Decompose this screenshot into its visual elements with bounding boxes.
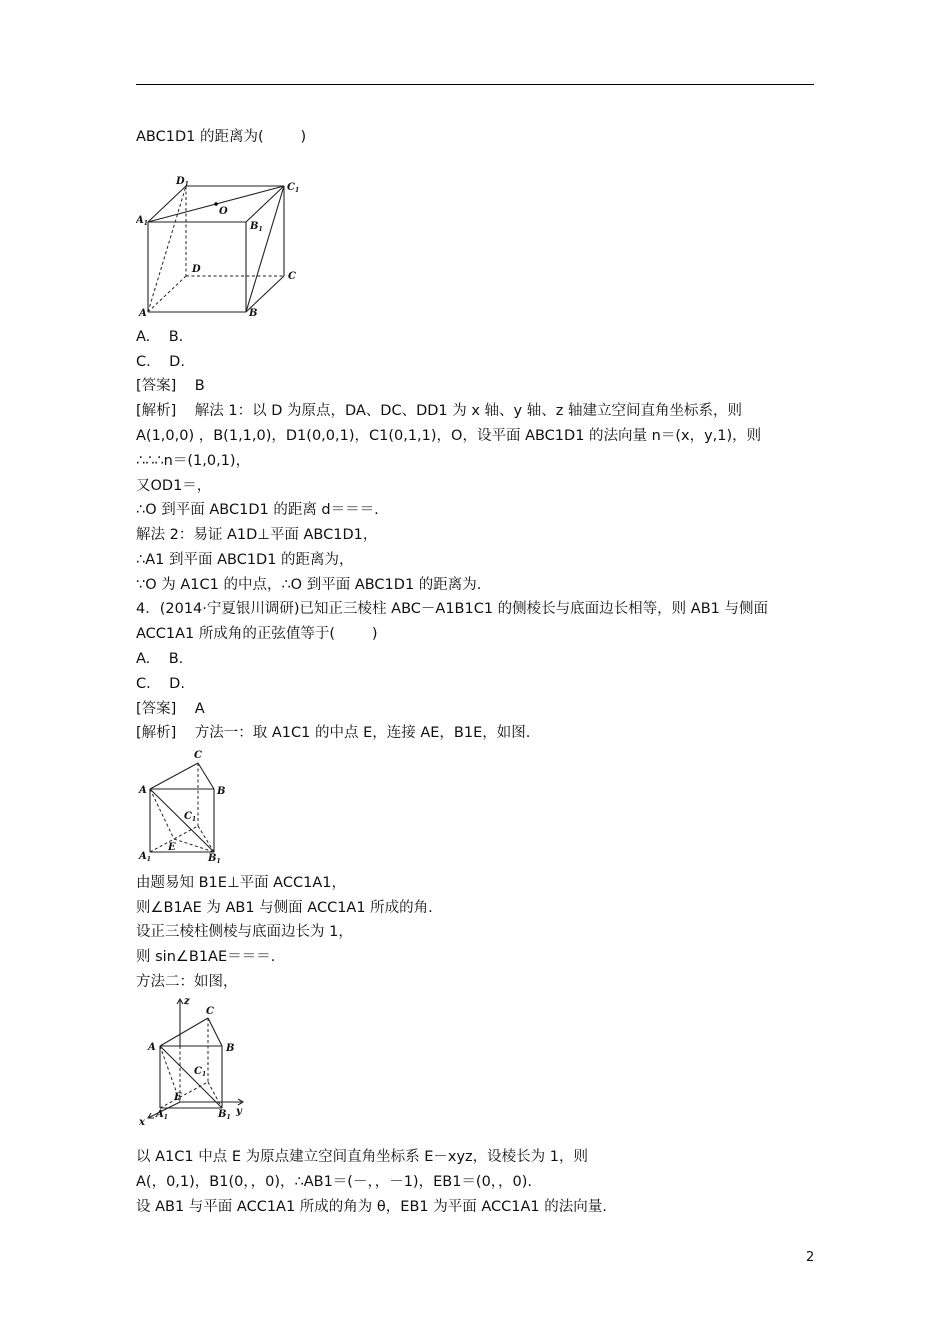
text-line-14: ACC1A1 所成角的正弦值等于( ): [136, 626, 378, 642]
text-line-15: A. B.: [136, 651, 184, 667]
text-line-1: ABC1D1 的距离为( ): [136, 129, 307, 145]
fig3-label-b: B: [226, 1043, 235, 1054]
fig1-label-c: C: [288, 271, 296, 282]
svg-text:C1: [287, 182, 299, 194]
fig1-label-a: A: [139, 308, 147, 319]
fig3-label-b1: B: [218, 1109, 227, 1120]
text-line-2: A. B.: [136, 329, 184, 345]
fig3-sub: 1: [201, 1071, 207, 1078]
fig3-sub: 1: [163, 1114, 168, 1121]
svg-text:C1: [184, 811, 196, 823]
fig3-label-a1: A: [156, 1109, 164, 1120]
fig2-sub: 1: [216, 858, 221, 865]
svg-text:B1: [207, 853, 221, 865]
fig2-sub: 1: [191, 816, 197, 823]
text-line-11: ∴A1 到平面 ABC1D1 的距离为，: [136, 552, 354, 568]
fig2-label-a1: A: [139, 851, 147, 862]
fig3-sub: 1: [226, 1114, 231, 1121]
fig2-label-e: E: [168, 842, 176, 853]
fig1-label-d: D: [192, 264, 201, 275]
text-line-6: A(1,0,0) ，B(1,1,0)，D1(0,0,1)，C1(0,1,1)，O，设平面 ABC1D1 的法向量 n＝(x，y,1)，则: [136, 428, 762, 444]
svg-text:C1: [194, 1066, 206, 1078]
fig1-label-c1: C: [287, 182, 295, 193]
text-line-8: 又OD1＝，: [136, 478, 212, 494]
fig1-label-o: O: [219, 206, 228, 217]
fig1-sub: 1: [294, 187, 300, 194]
fig1-sub: 1: [258, 226, 263, 233]
fig2-sub: 1: [146, 856, 151, 863]
fig1-sub: 1: [143, 220, 148, 227]
fig2-label-a: A: [139, 785, 147, 796]
fig3-label-c: C: [206, 1006, 214, 1017]
fig3-label-x: x: [139, 1117, 145, 1128]
fig2-label-c1: C: [184, 811, 192, 822]
svg-text:A1: [136, 215, 148, 227]
svg-text:A1: [155, 1109, 168, 1121]
page-number: 2: [806, 1250, 815, 1265]
fig1-sub: 1: [184, 181, 189, 188]
text-line-3: C. D.: [136, 354, 185, 370]
text-line-4: [答案] B: [136, 378, 205, 394]
text-line-23: 方法二：如图，: [136, 974, 238, 990]
text-line-12: ∵O 为 A1C1 的中点，∴O 到平面 ABC1D1 的距离为.: [136, 577, 482, 593]
text-line-13: 4．(2014·宁夏银川调研)已知正三棱柱 ABC－A1B1C1 的侧棱长与底面边长相等，则 AB1 与侧面: [136, 601, 768, 617]
fig3-label-c1: C: [194, 1066, 202, 1077]
fig2-label-b1: B: [208, 853, 217, 864]
fig3-label-e: E: [174, 1092, 182, 1103]
text-line-17: [答案] A: [136, 701, 205, 717]
text-line-24: 以 A1C1 中点 E 为原点建立空间直角坐标系 E－xyz，设棱长为 1，则: [136, 1149, 588, 1165]
cube-figure: [136, 172, 306, 320]
header-rule: [136, 84, 814, 85]
text-line-25: A(，0,1)，B1(0，，0)，∴AB1＝(－，，－1)，EB1＝(0，，0).: [136, 1174, 533, 1190]
fig2-label-c: C: [194, 750, 202, 761]
text-line-20: 则∠B1AE 为 AB1 与侧面 ACC1A1 所成的角.: [136, 900, 433, 916]
text-line-9: ∴O 到平面 ABC1D1 的距离 d＝＝＝.: [136, 502, 379, 518]
text-line-10: 解法 2：易证 A1D⊥平面 ABC1D1，: [136, 527, 378, 543]
text-line-7: ∴∴∴n＝(1,0,1)，: [136, 453, 251, 469]
fig3-label-z: z: [184, 996, 190, 1007]
svg-text:A1: [138, 851, 151, 863]
prism-figure: [136, 746, 236, 868]
text-line-19: 由题易知 B1E⊥平面 ACC1A1，: [136, 875, 346, 891]
fig1-label-b1: B: [250, 221, 259, 232]
fig1-label-a1: A: [136, 215, 144, 226]
fig3-label-y: y: [236, 1106, 242, 1117]
fig3-label-a: A: [148, 1042, 156, 1053]
svg-text:D1: [175, 176, 189, 188]
fig1-label-d1: D: [176, 176, 185, 187]
svg-text:B1: [217, 1109, 231, 1121]
prism-axes-figure: [136, 994, 256, 1128]
svg-text:B1: [249, 221, 263, 233]
text-line-26: 设 AB1 与平面 ACC1A1 所成的角为 θ，EB1 为平面 ACC1A1 的法向量.: [136, 1199, 607, 1215]
text-line-22: 则 sin∠B1AE＝＝＝.: [136, 949, 276, 965]
text-line-18: [解析] 方法一：取 A1C1 的中点 E，连接 AE，B1E，如图.: [136, 725, 531, 741]
text-line-5: [解析] 解法 1：以 D 为原点，DA、DC、DD1 为 x 轴、y 轴、z 轴建立空间直角坐标系，则: [136, 403, 742, 419]
text-line-21: 设正三棱柱侧棱与底面边长为 1，: [136, 924, 353, 940]
text-line-16: C. D.: [136, 676, 185, 692]
fig2-label-b: B: [217, 786, 226, 797]
fig1-label-b: B: [249, 308, 258, 319]
